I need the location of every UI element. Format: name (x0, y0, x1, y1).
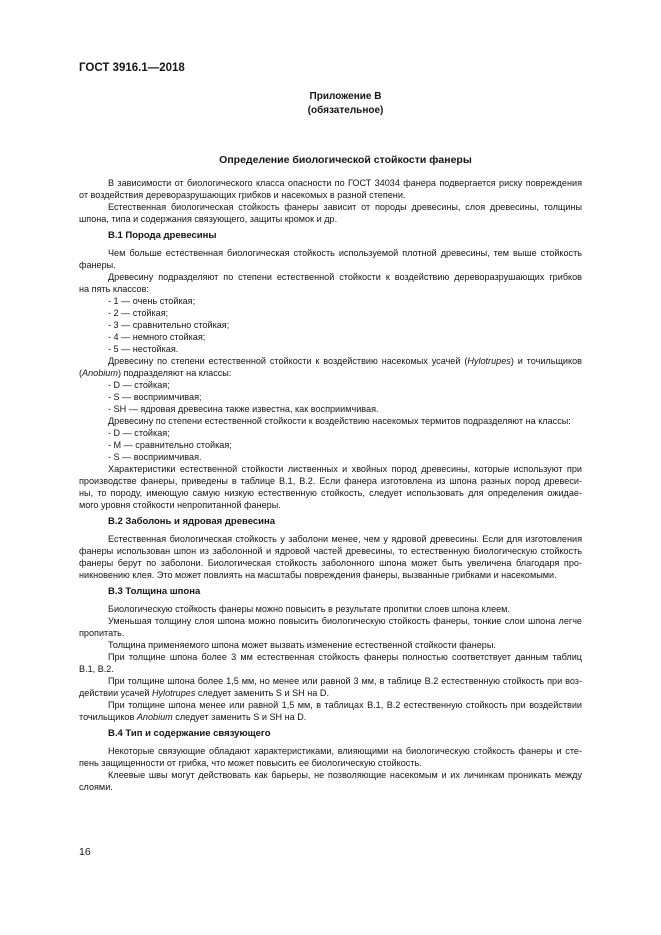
text-line: При толщине шпона менее или равной 1,5 мм, в таблицах В.1, В.2 естественную стойкость при воздействии (108, 700, 582, 710)
text-line: Чем больше естественная биологическая стойкость используемой плотной древесины, тем выше стойкость (108, 248, 582, 258)
text-line: шпона, типа и содержания связующего, защиты кромок и др. (79, 214, 338, 224)
text-line: Клеевые швы могут действовать как барьеры, не позволяющие насекомым и их личинкам проникать между (108, 770, 582, 780)
text-segment: следует заменить S и SH на D. (195, 688, 329, 698)
species-name: Hylotrupes (151, 688, 196, 698)
document-code: ГОСТ 3916.1—2018 (79, 62, 185, 74)
list-item: - D — стойкая; (108, 380, 170, 390)
list-item: - 4 — немного стойкая; (108, 332, 206, 342)
section-heading: В.4 Тип и содержание связующего (108, 728, 271, 739)
text-segment: ( (79, 368, 83, 378)
section-b3 (79, 586, 582, 723)
text-line: Естественная биологическая стойкость у заболони менее, чем у ядровой древесины. Если для изготовления (108, 534, 582, 544)
species-name: Hylotrupes (467, 356, 511, 366)
species-name: Anobium (136, 712, 173, 722)
text-segment: ) и точильщиков (510, 356, 582, 366)
text-line: фанеры. (79, 260, 116, 270)
text-line: от воздействия дереворазрушающих грибков и насекомых в разной степени. (79, 190, 406, 200)
text-line: на пять классов: (79, 284, 149, 294)
section-b4 (79, 728, 582, 793)
text-line: ны, то породу, имеющую самую низкую естественную стойкость, следует использовать для определения ожидае- (79, 488, 582, 498)
appendix-title: Определение биологической стойкости фанеры (219, 154, 472, 166)
text-segment: действии усачей (79, 688, 152, 698)
text-segment: ) подразделяют на классы: (117, 368, 232, 378)
page-number: 16 (79, 846, 91, 858)
appendix-label: Приложение В (309, 91, 382, 102)
section-heading: В.1 Порода древесины (108, 230, 217, 241)
section-b1 (79, 230, 582, 511)
text-line (79, 367, 582, 379)
section-b2 (79, 516, 582, 581)
text-line: При толщине шпона более 1,5 мм, но менее или равной 3 мм, в таблице В.2 естественную стойкость при воз- (108, 676, 582, 686)
text-line: мого уровня стойкости непропитанной фанеры. (79, 500, 281, 510)
text-line: фанеры использован шпон из заболонной и ядровой частей древесины, то естественную биологическую стойкость (79, 546, 582, 556)
text-line: никновению клея. Это может повлиять на масштабы повреждения фанеры, вызванные грибками и насекомыми. (79, 570, 557, 580)
list-item: - S — восприимчивая. (108, 452, 202, 462)
appendix-block (109, 90, 582, 118)
appendix-status: (обязательное) (307, 105, 384, 116)
text-line: Естественная биологическая стойкость фанеры зависит от породы древесины, слоя древесины, толщины (108, 202, 582, 212)
text-segment: точильщиков (79, 712, 137, 722)
species-name: Anobium (82, 368, 118, 378)
text-line: пень защищенности от грибка, что может повысить ее биологическую стойкость. (79, 758, 422, 768)
text-line: пропитать. (79, 628, 125, 638)
text-line: фанеры берут по заболони. Биологическая стойкость заболонного шпона может быть увеличена благодаря про- (79, 558, 582, 568)
text-line: Некоторые связующие обладают характеристиками, влияющими на биологическую стойкость фанеры и сте- (108, 746, 582, 756)
text-line: производстве фанеры, приведены в таблице В.1, В.2. Если фанера изготовлена из шпона разных пород древеси- (79, 476, 582, 486)
list-item: - 1 — очень стойкая; (108, 296, 196, 306)
text-line: слоями. (79, 782, 113, 792)
section-heading: В.3 Толщина шпона (108, 586, 201, 597)
text-line (79, 711, 582, 723)
text-line: При толщине шпона более 3 мм естественная стойкость фанеры полностью соответствует данным таблиц (108, 652, 582, 662)
document-body (79, 177, 582, 793)
text-line: Древесину подразделяют по степени естественной стойкости к воздействию дереворазрушающих грибков (108, 272, 582, 282)
text-line: Толщина применяемого шпона может вызвать изменение естественной стойкости фанеры. (108, 640, 496, 650)
list-item: - D — стойкая; (108, 428, 170, 438)
list-item: - 5 — нестойкая. (108, 344, 179, 354)
text-line: Уменьшая толщину слоя шпона можно повысить биологическую стойкость фанеры, тонкие слои шпона легче (108, 616, 582, 626)
text-line (79, 355, 582, 367)
list-item: - S — восприимчивая; (108, 392, 202, 402)
text-segment: следует заменить S и SH на D. (172, 712, 307, 722)
section-heading: В.2 Заболонь и ядровая древесина (108, 516, 275, 527)
text-line: В.1, В.2. (79, 664, 114, 674)
text-segment: Древесину по степени естественной стойкости к воздействию насекомых усачей ( (108, 356, 468, 366)
text-line (79, 687, 582, 699)
list-item: - 3 — сравнительно стойкая; (108, 320, 230, 330)
text-line: Древесину по степени естественной стойкости к воздействию насекомых термитов подразделяют на классы: (108, 416, 571, 426)
list-item: - M — сравнительно стойкая; (108, 440, 232, 450)
section-intro (79, 177, 582, 225)
text-line: В зависимости от биологического класса опасности по ГОСТ 34034 фанера подвергается риску повреждения (108, 178, 582, 188)
text-line: Биологическую стойкость фанеры можно повысить в результате пропитки слоев шпона клеем. (108, 604, 510, 614)
list-item: - SH — ядровая древесина также известна, как восприимчивая. (108, 404, 379, 414)
text-line: Характеристики естественной стойкости лиственных и хвойных пород древесины, которые используют при (108, 464, 582, 474)
list-item: - 2 — стойкая; (108, 308, 169, 318)
